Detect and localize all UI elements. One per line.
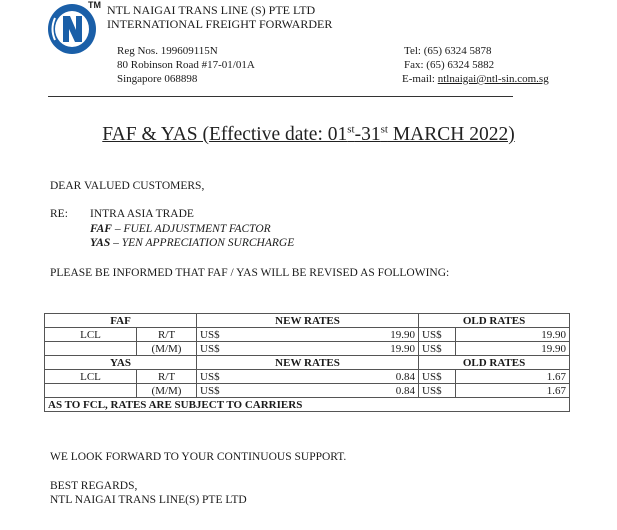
table-row	[45, 370, 570, 384]
new-rate-cell: 19.90	[277, 328, 419, 342]
currency-cell: US$	[197, 370, 277, 384]
yas-section-header: YAS	[45, 356, 197, 370]
new-rate-cell: 19.90	[277, 342, 419, 356]
old-rate-cell: 19.90	[456, 342, 570, 356]
table-row	[45, 342, 570, 356]
re-subject: INTRA ASIA TRADE	[90, 208, 194, 220]
yas-old-rates-header: OLD RATES	[419, 356, 570, 370]
table-row	[45, 328, 570, 342]
email-link[interactable]: ntlnaigai@ntl-sin.com.sg	[437, 73, 549, 85]
currency-cell: US$	[419, 370, 456, 384]
mode-cell: LCL	[45, 370, 137, 384]
title-suffix: MARCH 2022)	[387, 124, 515, 145]
closing-text: WE LOOK FORWARD TO YOUR CONTINUOUS SUPPORT.	[50, 451, 347, 463]
rates-table	[44, 313, 570, 412]
old-rate-cell: 1.67	[456, 384, 570, 398]
table-row	[45, 384, 570, 398]
mode-cell: LCL	[45, 328, 137, 342]
yas-full: – YEN APPRECIATION SURCHARGE	[110, 237, 295, 249]
mode-cell	[45, 384, 137, 398]
re-label: RE:	[50, 208, 68, 220]
unit-cell: R/T	[137, 370, 197, 384]
title-mid: -31	[354, 124, 381, 145]
faf-abbr: FAF	[90, 223, 112, 235]
title-sup-2: st	[380, 123, 388, 136]
faf-old-rates-header: OLD RATES	[419, 314, 570, 328]
currency-cell: US$	[419, 342, 456, 356]
fax-number: Fax: (65) 6324 5882	[404, 59, 495, 71]
yas-new-rates-header: NEW RATES	[197, 356, 419, 370]
unit-cell: (M/M)	[137, 342, 197, 356]
currency-cell: US$	[197, 342, 277, 356]
currency-cell: US$	[419, 384, 456, 398]
greeting: DEAR VALUED CUSTOMERS,	[50, 180, 205, 192]
yas-abbr: YAS	[90, 237, 111, 249]
notice-text: PLEASE BE INFORMED THAT FAF / YAS WILL BE REVISED AS FOLLOWING:	[50, 267, 450, 279]
table-row	[45, 356, 570, 370]
currency-cell: US$	[197, 384, 277, 398]
faf-definition	[90, 223, 271, 235]
regards-text: BEST REGARDS,	[50, 480, 138, 492]
new-rate-cell: 0.84	[277, 384, 419, 398]
old-rate-cell: 19.90	[456, 328, 570, 342]
currency-cell: US$	[419, 328, 456, 342]
faf-new-rates-header: NEW RATES	[197, 314, 419, 328]
yas-definition	[90, 237, 294, 249]
title-prefix: FAF & YAS (Effective date: 01	[102, 124, 348, 145]
company-tagline: INTERNATIONAL FREIGHT FORWARDER	[107, 17, 333, 31]
old-rate-cell: 1.67	[456, 370, 570, 384]
address-line-1: 80 Robinson Road #17-01/01A	[117, 59, 255, 71]
unit-cell: (M/M)	[137, 384, 197, 398]
page-title	[0, 124, 617, 146]
company-name: NTL NAIGAI TRANS LINE (S) PTE LTD	[107, 3, 316, 17]
telephone-number: Tel: (65) 6324 5878	[404, 45, 492, 57]
email-label: E-mail:	[402, 73, 438, 85]
new-rate-cell: 0.84	[277, 370, 419, 384]
email-line	[402, 72, 549, 86]
letterhead-divider	[48, 96, 513, 97]
unit-cell: R/T	[137, 328, 197, 342]
table-row	[45, 314, 570, 328]
signature-text: NTL NAIGAI TRANS LINE(S) PTE LTD	[50, 494, 247, 506]
company-logo-icon	[46, 2, 98, 56]
title-sup-1: st	[347, 123, 355, 136]
address-line-2: Singapore 068898	[117, 73, 198, 85]
registration-number: Reg Nos. 199609115N	[117, 45, 218, 57]
faf-full: – FUEL ADJUSTMENT FACTOR	[111, 223, 271, 235]
table-row	[45, 398, 570, 412]
faf-section-header: FAF	[45, 314, 197, 328]
mode-cell	[45, 342, 137, 356]
currency-cell: US$	[197, 328, 277, 342]
fcl-footer-note: AS TO FCL, RATES ARE SUBJECT TO CARRIERS	[45, 398, 570, 412]
trademark-mark: TM	[88, 0, 101, 10]
